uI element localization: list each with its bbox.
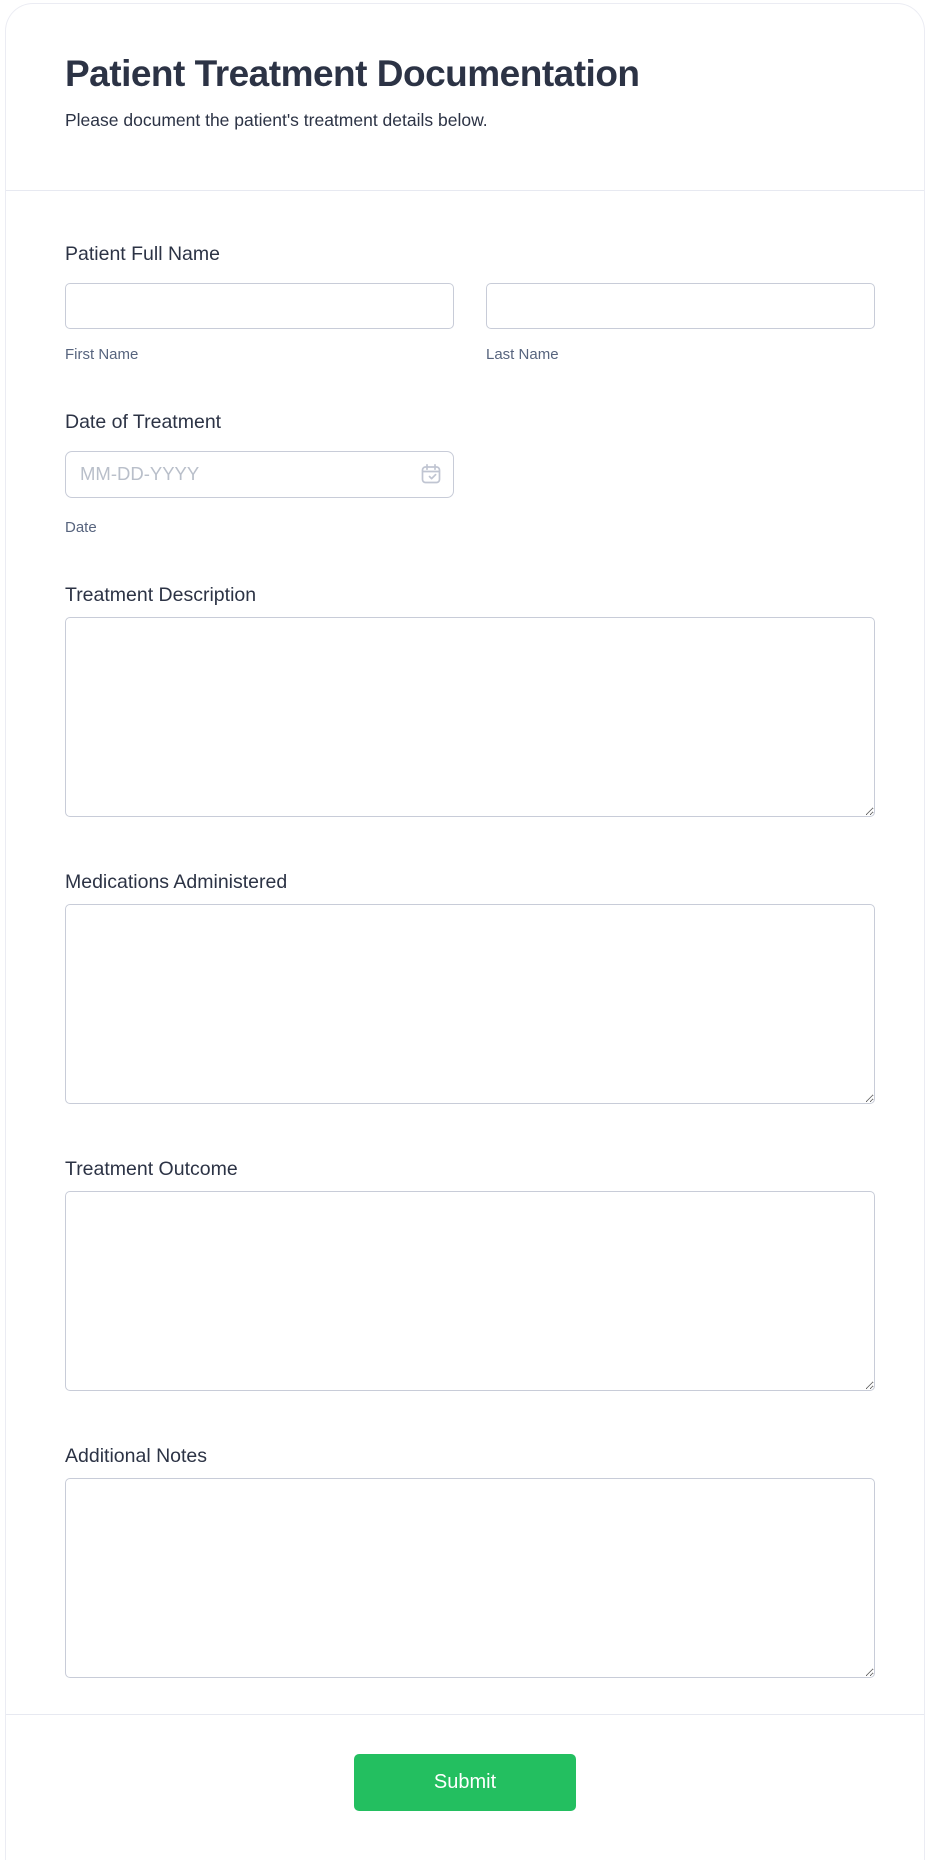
name-inputs-row xyxy=(65,283,875,365)
additional-notes-textarea[interactable] xyxy=(65,1478,875,1678)
field-date-of-treatment xyxy=(65,409,875,538)
treatment-description-textarea[interactable] xyxy=(65,617,875,817)
field-treatment-outcome xyxy=(65,1156,875,1391)
date-sublabel: Date xyxy=(65,518,97,536)
date-of-treatment-label: Date of Treatment xyxy=(65,410,222,433)
page-subtitle: Please document the patient's treatment details below. xyxy=(65,110,488,131)
field-patient-full-name xyxy=(65,241,875,365)
first-name-input[interactable] xyxy=(65,283,454,329)
last-name-input[interactable] xyxy=(486,283,875,329)
last-name-column xyxy=(486,283,875,365)
medications-administered-textarea[interactable] xyxy=(65,904,875,1104)
treatment-description-label: Treatment Description xyxy=(65,583,257,606)
patient-full-name-label: Patient Full Name xyxy=(65,242,220,265)
medications-administered-label: Medications Administered xyxy=(65,870,288,893)
last-name-sublabel: Last Name xyxy=(486,345,559,363)
date-input[interactable] xyxy=(65,451,454,498)
field-additional-notes xyxy=(65,1443,875,1678)
form-body xyxy=(6,190,924,1714)
first-name-column xyxy=(65,283,454,365)
field-medications-administered xyxy=(65,869,875,1104)
page-title: Patient Treatment Documentation xyxy=(65,53,640,94)
treatment-outcome-textarea[interactable] xyxy=(65,1191,875,1391)
calendar-check-icon[interactable] xyxy=(419,462,443,486)
form-header xyxy=(6,4,924,190)
form-footer xyxy=(6,1714,924,1860)
treatment-outcome-label: Treatment Outcome xyxy=(65,1157,238,1180)
additional-notes-label: Additional Notes xyxy=(65,1444,208,1467)
first-name-sublabel: First Name xyxy=(65,345,139,363)
form-card xyxy=(5,3,925,1860)
date-input-wrap xyxy=(65,451,454,498)
submit-button[interactable]: Submit xyxy=(354,1754,576,1811)
field-treatment-description xyxy=(65,582,875,817)
